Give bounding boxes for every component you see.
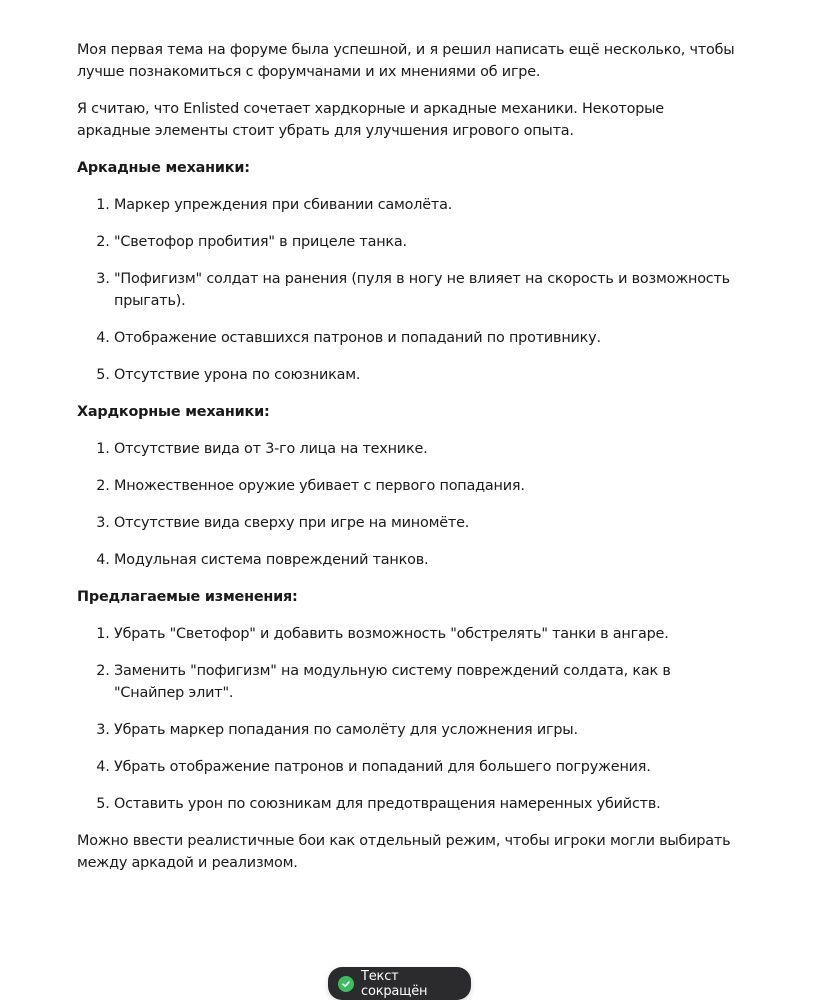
text-shortened-toast[interactable]	[328, 967, 471, 1000]
list-item: 5. Оставить урон по союзникам для предотвращения намеренных убийств.	[114, 793, 737, 815]
summary-text	[77, 39, 737, 889]
conclusion-paragraph: Можно ввести реалистичные бои как отдельный режим, чтобы игроки могли выбирать между аркадой и реализмом.	[77, 833, 731, 871]
intro-paragraph-2: Я считаю, что Enlisted сочетает хардкорные и аркадные механики. Некоторые аркадные элементы стоит убрать для улучшения игрового опыта.	[77, 101, 664, 139]
list-item: 4. Отображение оставшихся патронов и попаданий по противнику.	[114, 327, 737, 349]
list-item: 1. Убрать "Светофор" и добавить возможность "обстрелять" танки в ангаре.	[114, 623, 737, 645]
section-heading-arcade: Аркадные механики:	[77, 160, 250, 176]
hardcore-mechanics-list	[77, 438, 737, 571]
list-item: 1. Отсутствие вида от 3-го лица на технике.	[114, 438, 737, 460]
list-item: 4. Убрать отображение патронов и попаданий для большего погружения.	[114, 756, 737, 778]
arcade-mechanics-list	[77, 194, 737, 386]
list-item: 5. Отсутствие урона по союзникам.	[114, 364, 737, 386]
list-item: 3. Убрать маркер попадания по самолёту для усложнения игры.	[114, 719, 737, 741]
list-item: 2. Заменить "пофигизм" на модульную систему повреждений солдата, как в "Снайпер элит".	[114, 660, 737, 704]
list-item: 3. "Пофигизм" солдат на ранения (пуля в ногу не влияет на скорость и возможность прыгать).	[114, 268, 737, 312]
list-item: 2. Множественное оружие убивает с первого попадания.	[114, 475, 737, 497]
section-heading-hardcore: Хардкорные механики:	[77, 404, 270, 420]
list-item: 3. Отсутствие вида сверху при игре на миномёте.	[114, 512, 737, 534]
list-item: 1. Маркер упреждения при сбивании самолёта.	[114, 194, 737, 216]
section-heading-proposed: Предлагаемые изменения:	[77, 589, 298, 605]
toast-label: Текст сокращён	[361, 968, 428, 999]
check-circle-icon	[338, 976, 354, 992]
proposed-changes-list	[77, 623, 737, 815]
intro-paragraph-1: Моя первая тема на форуме была успешной, и я решил написать ещё несколько, чтобы лучше познакомиться с форумчанами и их мнениями об игре.	[77, 42, 735, 80]
list-item: 4. Модульная система повреждений танков.	[114, 549, 737, 571]
list-item: 2. "Светофор пробития" в прицеле танка.	[114, 231, 737, 253]
